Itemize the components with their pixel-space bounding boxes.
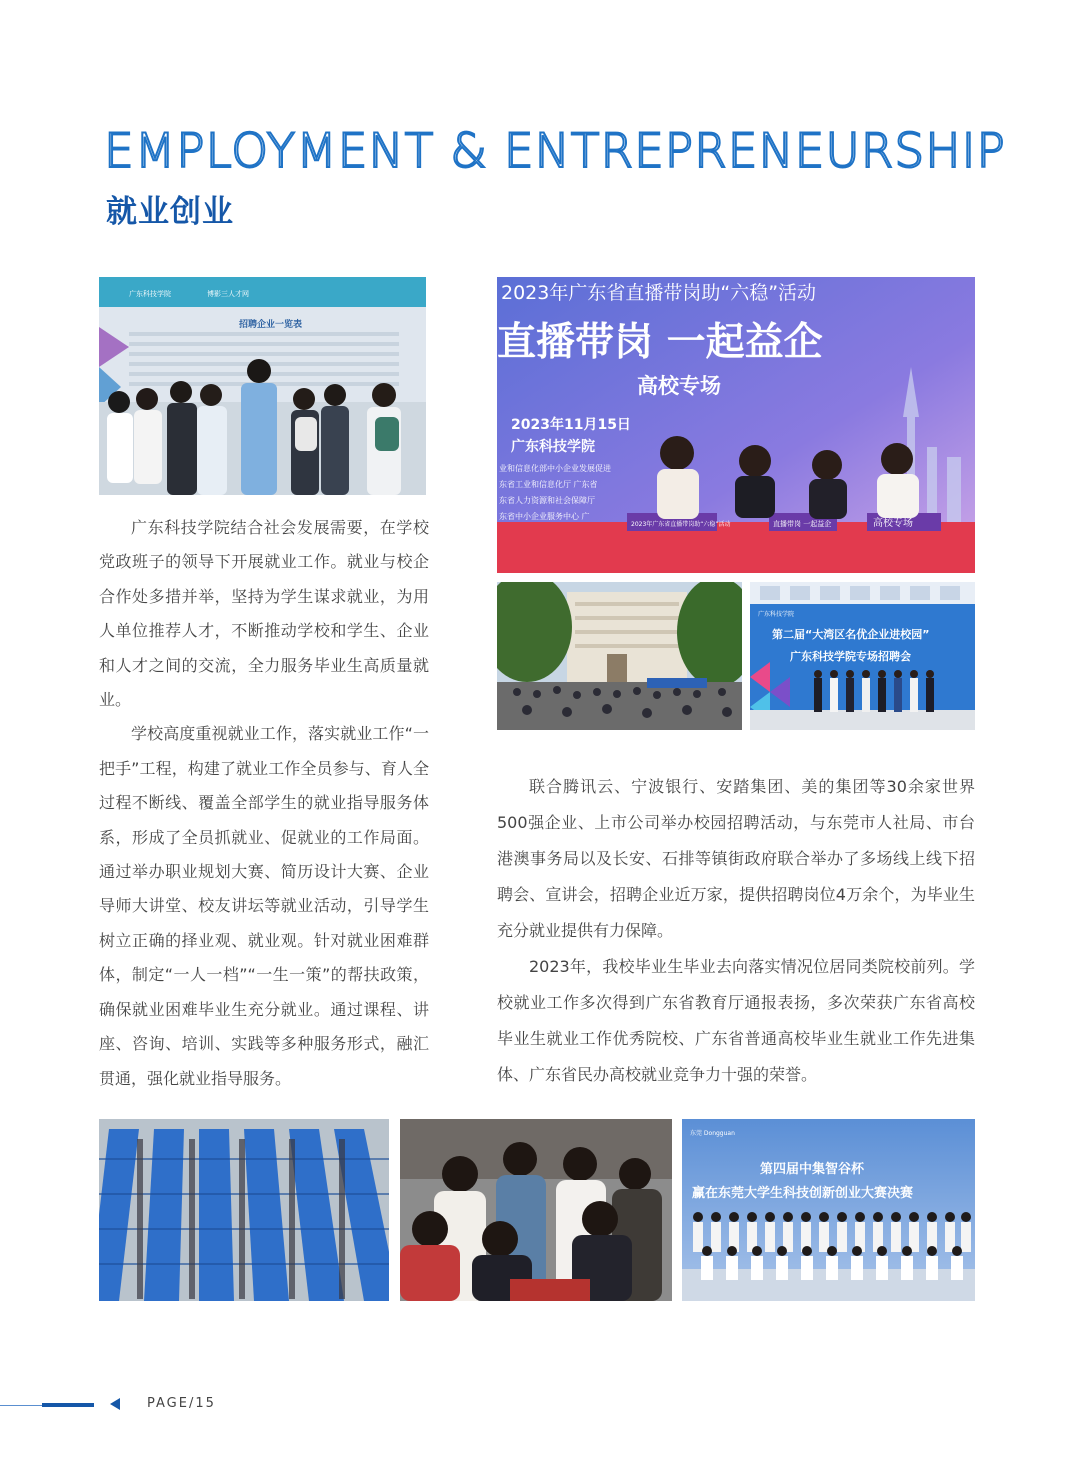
livestream-organizer: 东省人力资源和社会保障厅: [499, 496, 595, 505]
livestream-desk-left: 2023年广东省直播带岗助“六稳”活动: [631, 521, 731, 528]
livestream-image: [497, 277, 975, 573]
livestream-organizer: 业和信息化部中小企业发展促进: [499, 464, 611, 473]
competition-line1: 第四届中集智谷杯: [760, 1162, 865, 1177]
paragraph: 学校高度重视就业工作，落实就业工作“一把手”工程，构建了就业工作全员参与、育人全过程不断线、覆盖全部学生的就业指导服务体系，形成了全员抓就业、促就业的工作局面。通过举办职业规划大赛、简历设计大赛、企业导师大讲堂、校友讲坛等就业活动，引导学生树立正确的择业观、就业观。针对就业困难群体，制定“一人一档”“一生一策”的帮扶政策，确保就业困难毕业生充分就业。通过课程、讲座、咨询、培训、实践等多种服务形式，融汇贯通，强化就业指导服务。: [99, 724, 429, 1088]
job-board-title: 招聘企业一览表: [239, 320, 303, 330]
livestream-desk-middle: 直播带岗 一起益企: [773, 520, 832, 528]
job-board-image: [99, 277, 426, 495]
competition-logo: 东莞 Dongguan: [690, 1130, 735, 1137]
page-number: PAGE/15: [147, 1396, 216, 1411]
body-text-right: [497, 769, 975, 1093]
competition-image: [682, 1119, 975, 1301]
photo-campus-crowd: [497, 582, 742, 730]
campus-fair-line2: 广东科技学院专场招聘会: [790, 650, 911, 663]
chinese-title: 就业创业: [106, 194, 234, 230]
paragraph: 2023年，我校毕业生毕业去向落实情况位居同类院校前列。学校就业工作多次得到广东省教育厅通报表扬，多次荣获广东省高校毕业生就业工作优秀院校、广东省普通高校毕业生就业工作先进集体、广东省民办高校就业竞争力十强的荣誉。: [497, 957, 975, 1084]
livestream-organizer: 东省工业和信息化厅 广东省: [499, 480, 598, 489]
livestream-line1: 2023年广东省直播带岗助“六稳”活动: [501, 282, 817, 304]
livestream-desk-right: 高校专场: [873, 518, 913, 529]
photo-livestream: [497, 277, 975, 573]
livestream-line3: 高校专场: [637, 374, 721, 398]
livestream-line2: 直播带岗 一起益企: [497, 320, 823, 365]
job-board-logo-left: 广东科技学院: [129, 290, 171, 298]
footer-rule-thick: [42, 1403, 94, 1407]
photo-campus-fair: [750, 582, 975, 730]
photo-job-fair-tents: [99, 1119, 389, 1301]
job-board-logo-right: 博影三人才网: [207, 290, 249, 298]
triangle-left-icon: [110, 1398, 120, 1410]
paragraph: 联合腾讯云、宁波银行、安踏集团、美的集团等30余家世界500强企业、上市公司举办校园招聘活动，与东莞市人社局、市台港澳事务局以及长安、石排等镇街政府联合举办了多场线上线下招聘会、宣讲会，招聘企业近万家，提供招聘岗位4万余个，为毕业生充分就业提供有力保障。: [497, 777, 975, 940]
body-text-left: [99, 511, 429, 1096]
job-fair-tents-image: [99, 1119, 389, 1301]
students-booth-image: [400, 1119, 672, 1301]
campus-fair-logo: 广东科技学院: [758, 611, 795, 618]
photo-job-board: [99, 277, 426, 495]
footer-rule-thin: [0, 1405, 42, 1406]
english-title: EMPLOYMENT & ENTREPRENEURSHIP: [104, 124, 1006, 179]
photo-competition: [682, 1119, 975, 1301]
campus-fair-line1: 第二届“大湾区名优企业进校园”: [772, 628, 930, 641]
livestream-venue: 广东科技学院: [511, 439, 595, 455]
campus-fair-image: [750, 582, 975, 730]
competition-line2: 赢在东莞大学生科技创新创业大赛决赛: [692, 1186, 914, 1201]
livestream-date: 2023年11月15日: [511, 417, 631, 433]
campus-crowd-image: [497, 582, 742, 730]
paragraph: 广东科技学院结合社会发展需要，在学校党政班子的领导下开展就业工作。就业与校企合作处多措并举，坚持为学生谋求就业，为用人单位推荐人才，不断推动学校和学生、企业和人才之间的交流，全力服务毕业生高质量就业。: [99, 518, 429, 710]
livestream-organizer: 东省中小企业服务中心 广: [499, 512, 590, 521]
photo-students-booth: [400, 1119, 672, 1301]
